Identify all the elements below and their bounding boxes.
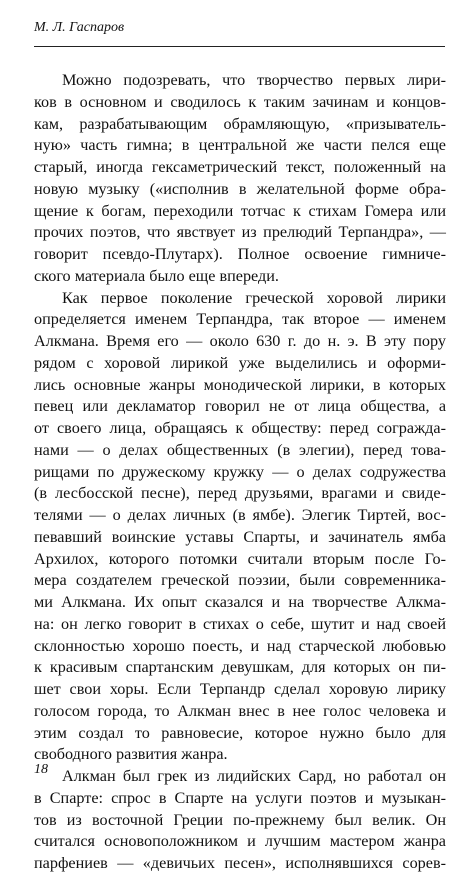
text-line: тов из восточной Греции по-прежнему был велик. Он — [34, 810, 446, 829]
text-line: певавший воинские уставы Спарты, и зачинатель ямба — [34, 527, 446, 546]
text-line: ную» часть гимна; в центральной же части пелся еще — [34, 136, 446, 155]
text-line: считался основоположником и лучшим мастером жанра — [34, 832, 446, 851]
text-line: мера создателем греческой поэзии, были современника- — [34, 571, 446, 590]
header-rule — [34, 46, 445, 47]
text-line: этим создал то равновесие, которое нужно было для — [34, 723, 446, 742]
text-line: определяется именем Терпандра, так второе — именем — [34, 310, 446, 329]
text-line: на: он легко говорит в стихах о себе, шутит и над своей — [34, 614, 446, 633]
text-line: голосом города, то Алкман внес в нее голос человека и — [34, 701, 446, 720]
body-text — [34, 70, 446, 875]
text-line: склонностью хорошо поесть, и над старческой любовью — [34, 636, 446, 655]
text-line: телями — о делах личных (в ямбе). Элегик Тиртей, вос- — [34, 506, 446, 524]
text-line: певец или декламатор говорил не от лица общества, а — [34, 397, 446, 416]
text-line: Как первое поколение греческой хоровой лирики — [62, 288, 446, 307]
text-line: ков в основном и сводилось к таким зачинам и концов- — [34, 92, 446, 111]
text-line: рищами по дружескому кружку — о делах содружества — [34, 462, 446, 481]
text-line: щение к богам, переходили тотчас к стихам Гомера или — [34, 201, 446, 220]
text-line: рядом с хоровой лирикой уже выделились и оформи- — [34, 353, 446, 372]
running-title: М. Л. Гаспаров — [34, 20, 125, 35]
text-line: кам, разрабатывающим обрамляющую, «призыватель- — [34, 114, 446, 133]
text-line: от своего лица, обращаясь к обществу: перед сограждa- — [34, 419, 446, 437]
text-line: Архилох, которого потомки считали вторым после Го- — [34, 549, 446, 568]
text-line: в Спарте: спрос в Спарте на услуги поэтов и музыкан- — [34, 788, 446, 807]
text-line: шет свои хоры. Если Терпандр сделал хоровую лирику — [34, 680, 446, 698]
text-line: к красивым спартанским девушкам, для которых он пи- — [34, 658, 446, 677]
text-line: прочих поэтов, что явствует из прелюдий Терпандра», — — [34, 223, 446, 242]
text-line: Можно подозревать, что творчество первых лири- — [62, 71, 446, 89]
text-line: говорит псевдо-Плутарх). Полное освоение гимниче- — [34, 245, 446, 263]
text-line: старый, иногда гексаметрический текст, положенный на — [34, 158, 446, 176]
page-number: 18 — [34, 762, 48, 777]
text-line: Алкмана. Время его — около 630 г. до н. э. В эту пору — [34, 332, 446, 350]
text-line: лись основные жанры монодической лирики, в которых — [34, 375, 446, 394]
text-line: нами — о делах общественных (в элегии), перед това- — [34, 440, 446, 459]
text-line: Алкман был грек из лидийских Сард, но работал он — [62, 767, 446, 785]
text-line: ского материала было еще впереди. — [34, 266, 279, 285]
text-line: свободного развития жанра. — [34, 745, 228, 764]
text-line: новую музыку («исполнив в желательной форме обра- — [34, 179, 446, 198]
text-line: ми Алкмана. Их опыт сказался и на творчестве Алкма- — [34, 593, 446, 611]
text-line: парфениев — «девичьих песен», исполнявшихся сорев- — [34, 854, 446, 872]
text-line: (в лесбосской песне), перед друзьями, врагами и свиде- — [34, 484, 446, 503]
